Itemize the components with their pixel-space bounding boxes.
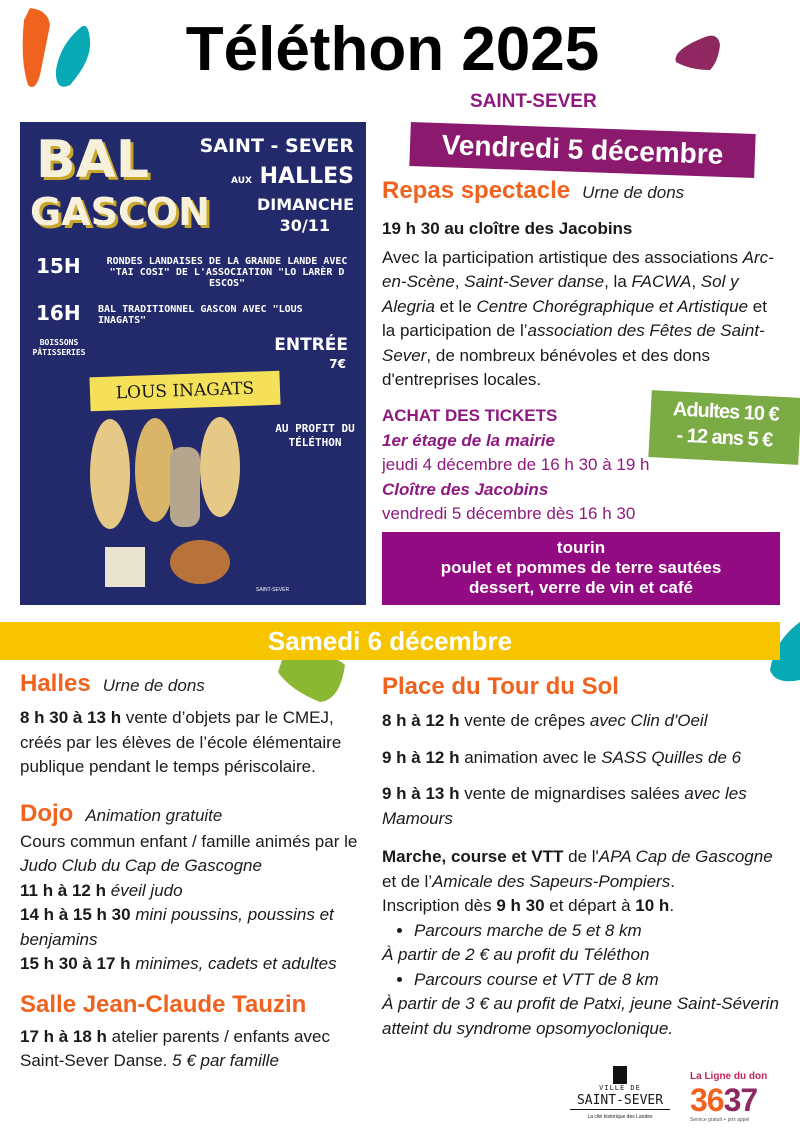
desc-part: , de nombreux bénévoles et des dons d'entreprises locales. [382, 345, 710, 389]
halles-heading [20, 670, 365, 700]
don-number-b: 37 [723, 1082, 758, 1118]
poster-time-16h-text: BAL TRADITIONNEL GASCON AVEC "LOUS INAGATS" [98, 304, 303, 326]
don-label: La Ligne du don [690, 1071, 768, 1082]
ville-logo [570, 1066, 670, 1121]
menu-box [382, 532, 780, 605]
marche-list [382, 919, 782, 944]
org: avec les Mamours [382, 784, 747, 828]
price-child: - 12 ans 5 € [676, 424, 773, 452]
text: . [670, 871, 675, 891]
text: minimes, cadets et adultes [135, 954, 337, 973]
time: 8 h à 12 h [382, 711, 460, 730]
price: 5 € par famille [172, 1051, 279, 1070]
text: de l' [563, 847, 599, 866]
desc-part: Avec la participation artistique des associations [382, 247, 743, 267]
list-item: Parcours marche de 5 et 8 km [414, 920, 642, 940]
poster-price: 7€ [329, 357, 346, 371]
dojo-slot [20, 879, 365, 904]
course-price: À partir de 3 € au profit de Patxi, jeune Saint-Séverin atteint du syndrome opsomyoclonique. [382, 994, 779, 1038]
poster-time-15h: 15H [36, 254, 81, 278]
text: atelier parents / enfants avec Saint-Sever Danse. [20, 1026, 330, 1070]
dojo-slot [20, 903, 365, 952]
time: 8 h 30 à 13 h [20, 708, 122, 727]
desc-part: et la participation de l’ [382, 296, 767, 340]
halles-text [20, 706, 365, 780]
friday-banner: Vendredi 5 décembre [409, 122, 755, 178]
poster-profit: AU PROFIT DU TÉLÉTHON [275, 422, 355, 449]
poster-aux: AUX [231, 176, 252, 186]
text: et de l’ [382, 871, 433, 891]
desc-org: FACWA [631, 272, 692, 291]
price-badge [648, 390, 800, 465]
poster-entry: ENTRÉE [274, 335, 348, 355]
dojo-heading [20, 800, 365, 830]
heading-note: Animation gratuite [85, 805, 223, 825]
saturday-right-column [382, 673, 782, 1041]
org: avec Clin d'Oeil [589, 711, 708, 730]
desc-part: , la [604, 272, 632, 291]
saturday-left-column [20, 670, 365, 1074]
ticket-location-2: Cloître des Jacobins [382, 479, 549, 499]
ticket-when-2: vendredi 5 décembre dès 16 h 30 [382, 504, 636, 523]
text: mini poussins, poussins et benjamins [20, 905, 334, 949]
place-item [382, 782, 782, 831]
don-service: Service gratuit + prix appel [690, 1117, 750, 1123]
time: 9 h 30 [496, 896, 545, 915]
desc-org: association des Fêtes de Saint-Sever [382, 321, 765, 365]
org: SASS Quilles de 6 [601, 747, 742, 767]
friday-description [382, 246, 780, 393]
poster-title-gascon: GASCON [30, 190, 210, 234]
time: 17 h à 18 h [20, 1026, 107, 1046]
place-item [382, 709, 782, 734]
desc-part: et le [434, 296, 477, 316]
salle-text [20, 1025, 365, 1074]
desc-org: Saint-Sever danse [464, 272, 605, 291]
heading-text: Repas spectacle [382, 177, 571, 204]
text: Inscription dès [382, 896, 497, 915]
tickets-section [382, 404, 650, 527]
club: Judo Club du Cap de Gascogne [20, 856, 262, 875]
marche-price: À partir de 2 € au profit du Téléthon [382, 945, 650, 964]
ticket-location-1: 1er étage de la mairie [382, 430, 555, 450]
don-number-a: 36 [690, 1082, 724, 1118]
poster-title-bal: BAL [36, 130, 150, 190]
poster-day: DIMANCHE [257, 195, 354, 214]
place-item [382, 746, 782, 771]
text: vente de crêpes [459, 711, 590, 730]
poster-drinks: BOISSONS PÂTISSERIES [32, 338, 86, 357]
desc-part: , [691, 272, 701, 291]
heading-text: Halles [20, 670, 91, 697]
list-item: Parcours course et VTT de 8 km [414, 969, 659, 989]
poster-logo: SAINT-SEVER [256, 587, 290, 593]
tickets-title: ACHAT DES TICKETS [382, 406, 558, 425]
ville-de: VILLE DE [599, 1084, 641, 1092]
time: 15 h 30 à 17 h [20, 954, 131, 973]
dojo-slot [20, 952, 365, 977]
time: 10 h [635, 896, 670, 915]
ligne-du-don-logo [690, 1071, 790, 1124]
desc-org: Centre Chorégraphique et Artistique [476, 296, 749, 316]
friday-section [382, 177, 780, 393]
course-list [382, 968, 782, 993]
text: éveil judo [110, 880, 183, 900]
poster-place: SAINT - SEVER [199, 135, 354, 157]
ville-name: SAINT-SEVER [570, 1093, 670, 1110]
text: animation avec le [459, 747, 602, 767]
time: 14 h à 15 h 30 [20, 905, 131, 924]
ville-tagline: La cité historique des Landes [587, 1114, 653, 1120]
ticket-when-1: jeudi 4 décembre de 16 h 30 à 19 h [382, 455, 650, 474]
desc-org: Sol y Alegria [382, 272, 739, 316]
heading-note: Urne de dons [582, 183, 685, 202]
repas-spectacle-heading [382, 177, 780, 207]
org: APA Cap de Gascogne [598, 847, 773, 866]
poster-time-15h-text: RONDES LANDAISES DE LA GRANDE LANDE AVEC "TAI COSI" DE L'ASSOCIATION "LO LARÈR D ESCOS" [106, 256, 348, 289]
menu-item: poulet et pommes de terre sautées [440, 558, 722, 577]
text: et départ à [544, 896, 636, 915]
heading-note: Urne de dons [102, 676, 205, 695]
marche-text [382, 845, 782, 894]
time: 11 h à 12 h [20, 880, 106, 900]
menu-item: dessert, verre de vin et café [469, 578, 693, 597]
time: 9 h à 12 h [382, 747, 460, 767]
text: Cours commun enfant / famille animés par le [20, 831, 358, 851]
text: vente de mignardises salées [459, 784, 685, 803]
price-adult: Adultes 10 € [672, 398, 780, 426]
bal-gascon-poster [20, 122, 366, 605]
poster-halles: HALLES [259, 164, 354, 189]
page-title: Téléthon 2025 [185, 15, 600, 84]
heading-text: Dojo [20, 799, 74, 827]
poster-time-16h: 16H [36, 301, 81, 325]
desc-part: , [454, 272, 465, 291]
time: 9 h à 13 h [382, 784, 460, 803]
coat-of-arms-icon [613, 1066, 627, 1084]
poster-band-ribbon: LOUS INAGATS [89, 371, 280, 412]
org: Amicale des Sapeurs-Pompiers [432, 871, 671, 891]
musical-instruments-illustration [70, 412, 270, 592]
text: vente d’objets par le CMEJ, créés par les élèves de l’école élémentaire publique pendant le temps périscolaire. [20, 708, 342, 776]
menu-item: tourin [556, 538, 606, 557]
dojo-intro [20, 830, 365, 879]
saturday-banner: Samedi 6 décembre [0, 622, 780, 660]
salle-heading: Salle Jean-Claude Tauzin [20, 990, 307, 1018]
text: . [669, 896, 675, 915]
marche-schedule [382, 894, 782, 919]
desc-org: Arc-en-Scène [382, 247, 774, 291]
friday-time-place: 19 h 30 au cloître des Jacobins [382, 219, 633, 238]
place-heading: Place du Tour du Sol [382, 673, 619, 700]
city-subtitle: SAINT-SEVER [470, 91, 597, 112]
title: Marche, course et VTT [382, 847, 564, 866]
poster-date: 30/11 [279, 216, 330, 235]
